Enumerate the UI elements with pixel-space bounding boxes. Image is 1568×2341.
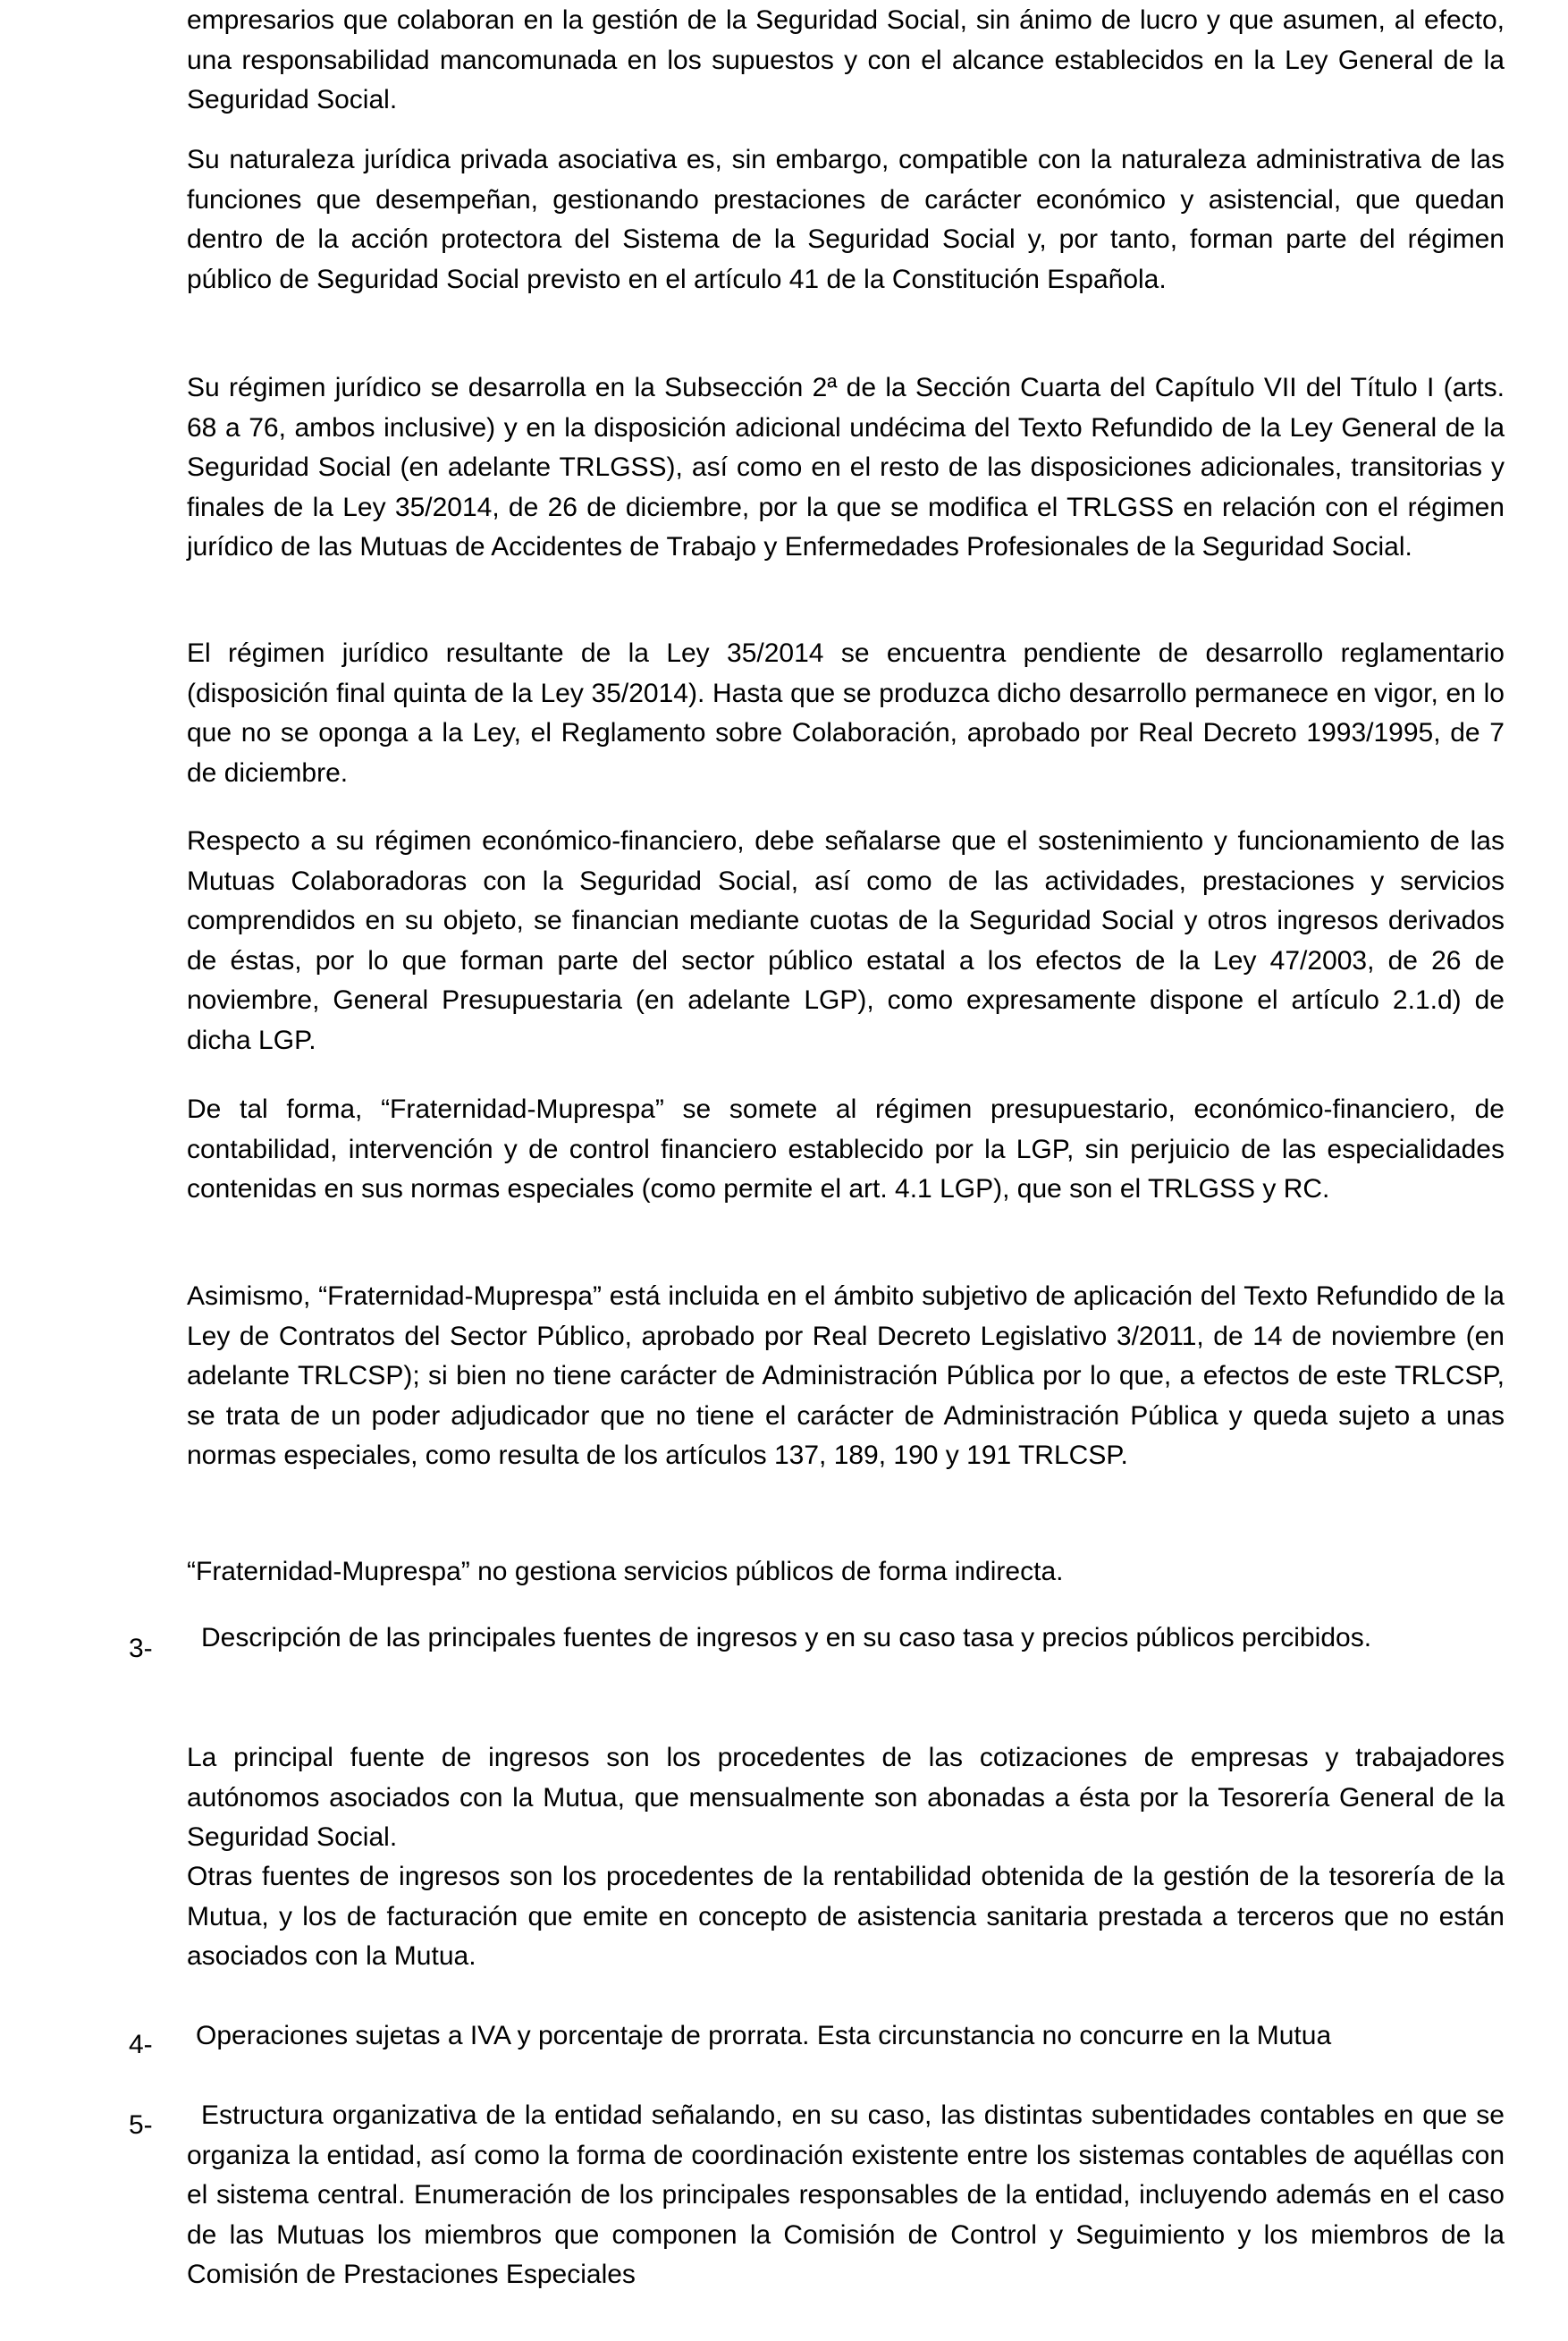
paragraph-legal-nature: Su naturaleza jurídica privada asociativa es, sin embargo, compatible con la naturaleza administrativa de las funciones que desempeñan, gestionando prestaciones de carácter económico y asistencial, que quedan dentro de la acción protectora del Sistema de la Seguridad Social y, por tanto, forman parte del régimen público de Seguridad Social previsto en el artículo 41 de la Constitución Española.	[187, 145, 1505, 294]
paragraph-mutuas-definition: empresarios que colaboran en la gestión de la Seguridad Social, sin ánimo de lucro y que asumen, al efecto, una responsabilidad mancomunada en los supuestos y con el alcance establecidos en la Ley General de la Seguridad Social.	[187, 5, 1505, 114]
section-5-number: 5-	[129, 2110, 153, 2140]
section-4-title: Operaciones sujetas a IVA y porcentaje de prorrata. Esta circunstancia no concurre en la Mutua	[196, 2021, 1332, 2050]
paragraph-public-services: “Fraternidad-Muprespa” no gestiona servicios públicos de forma indirecta.	[187, 1557, 1064, 1586]
section-5-title: Estructura organizativa de la entidad señalando, en su caso, las distintas subentidades contables en que se organiza la entidad, así como la forma de coordinación existente entre los sistemas contables de aquéllas con el sistema central. Enumeración de los principales responsables de la entidad, incluyendo además en el caso de las Mutuas los miembros que componen la Comisión de Control y Seguimiento y los miembros de la Comisión de Prestaciones Especiales	[187, 2100, 1505, 2289]
section-3-body-main-income: La principal fuente de ingresos son los procedentes de las cotizaciones de empresas y trabajadores autónomos asociados con la Mutua, que mensualmente son abonadas a ésta por la Tesorería General de la Seguridad Social.	[187, 1743, 1505, 1852]
paragraph-economic-regime: Respecto a su régimen económico-financiero, debe señalarse que el sostenimiento y funcionamiento de las Mutuas Colaboradoras con la Seguridad Social, así como de las actividades, prestaciones y servicios comprendidos en su objeto, se financian mediante cuotas de la Seguridad Social y otros ingresos derivados de éstas, por lo que forman parte del sector público estatal a los efectos de la Ley 47/2003, de 26 de noviembre, General Presupuestaria (en adelante LGP), como expresamente dispone el artículo 2.1.d) de dicha LGP.	[187, 826, 1505, 1055]
paragraph-regulatory-development: El régimen jurídico resultante de la Ley 35/2014 se encuentra pendiente de desarrollo reglamentario (disposición final quinta de la Ley 35/2014). Hasta que se produzca dicho desarrollo permanece en vigor, en lo que no se oponga a la Ley, el Reglamento sobre Colaboración, aprobado por Real Decreto 1993/1995, de 7 de diciembre.	[187, 638, 1505, 788]
section-3-body-other-income: Otras fuentes de ingresos son los procedentes de la rentabilidad obtenida de la gestión de la tesorería de la Mutua, y los de facturación que emite en concepto de asistencia sanitaria prestada a terceros que no están asociados con la Mutua.	[187, 1862, 1505, 1971]
paragraph-legal-regime: Su régimen jurídico se desarrolla en la Subsección 2ª de la Sección Cuarta del Capítulo VII del Título I (arts. 68 a 76, ambos inclusive) y en la disposición adicional undécima del Texto Refundido de la Ley General de la Seguridad Social (en adelante TRLGSS), así como en el resto de las disposiciones adicionales, transitorias y finales de la Ley 35/2014, de 26 de diciembre, por la que se modifica el TRLGSS en relación con el régimen jurídico de las Mutuas de Accidentes de Trabajo y Enfermedades Profesionales de la Seguridad Social.	[187, 373, 1505, 562]
paragraph-budget-regime: De tal forma, “Fraternidad-Muprespa” se somete al régimen presupuestario, económico-financiero, de contabilidad, intervención y de control financiero establecido por la LGP, sin perjuicio de las especialidades contenidas en sus normas especiales (como permite el art. 4.1 LGP), que son el TRLGSS y RC.	[187, 1094, 1505, 1204]
section-3-title: Descripción de las principales fuentes de ingresos y en su caso tasa y precios públicos percibidos.	[201, 1623, 1372, 1652]
paragraph-public-contracts: Asimismo, “Fraternidad-Muprespa” está incluida en el ámbito subjetivo de aplicación del Texto Refundido de la Ley de Contratos del Sector Público, aprobado por Real Decreto Legislativo 3/2011, de 14 de noviembre (en adelante TRLCSP); si bien no tiene carácter de Administración Pública por lo que, a efectos de este TRLCSP, se trata de un poder adjudicador que no tiene el carácter de Administración Pública y queda sujeto a unas normas especiales, como resulta de los artículos 137, 189, 190 y 191 TRLCSP.	[187, 1281, 1505, 1470]
section-4-number: 4-	[129, 2030, 153, 2059]
section-3-number: 3-	[129, 1634, 153, 1663]
